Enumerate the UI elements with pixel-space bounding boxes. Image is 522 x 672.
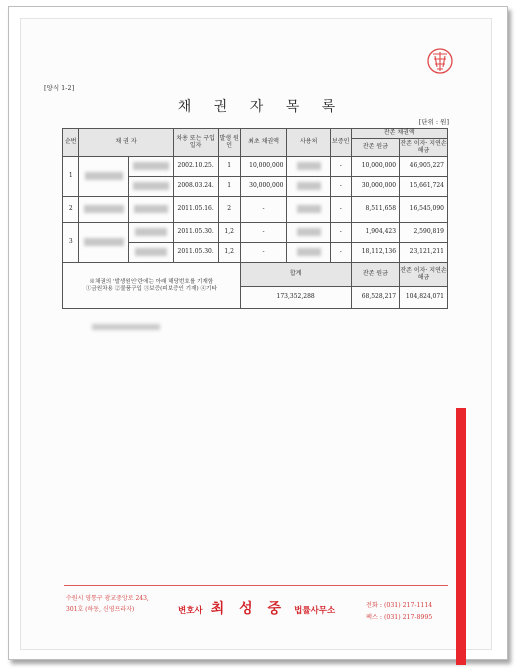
redacted-creditor-name	[79, 223, 128, 263]
row-amount: -	[240, 243, 287, 263]
row-date: 2008.03.24.	[173, 177, 218, 197]
note-line-1: ※채권의 '발생원인'란에는 아래 해당번호를 기재함	[89, 279, 214, 286]
row-cause: 2	[218, 197, 240, 223]
total-principal-value: 68,528,217	[351, 287, 399, 309]
phone-number: 전화 : (031) 217-1114	[366, 602, 433, 609]
row-amount: 30,000,000	[240, 177, 287, 197]
row-principal: 30,000,000	[351, 177, 399, 197]
row-guarantor: -	[330, 177, 351, 197]
total-label: 합계	[240, 263, 351, 287]
row-interest: 2,590,819	[400, 223, 448, 243]
page-title: 채 권 자 목 록	[177, 99, 345, 115]
row-principal: 18,112,136	[351, 243, 399, 263]
footer-address	[66, 594, 149, 616]
row-amount: -	[240, 223, 287, 243]
law-office-name	[178, 598, 335, 618]
row-amount: 10,000,000	[240, 157, 287, 177]
header-seq: 순번	[63, 129, 79, 157]
row-cause: 1,2	[218, 243, 240, 263]
row-guarantor: -	[330, 197, 351, 223]
total-principal-label: 잔존 원금	[351, 263, 399, 287]
header-creditor: 채 권 자	[79, 129, 173, 157]
official-seal	[425, 44, 455, 78]
footer-contact	[366, 600, 432, 624]
row-seq: 2	[63, 197, 79, 223]
table-row	[63, 223, 448, 243]
row-guarantor: -	[330, 223, 351, 243]
redacted-creditor-detail	[128, 197, 173, 223]
address-line-1: 수원시 영통구 광교중앙로 243,	[66, 595, 149, 602]
row-date: 2011.05.30.	[173, 243, 218, 263]
address-line-2: 301호 (하동, 신영프라자)	[66, 605, 135, 613]
redacted-creditor-detail	[128, 243, 173, 263]
row-interest: 15,661,724	[400, 177, 448, 197]
name-suffix: 법률사무소	[294, 606, 336, 616]
notes-cell	[63, 263, 241, 309]
row-guarantor: -	[330, 243, 351, 263]
row-guarantor: -	[330, 157, 351, 177]
header-principal: 잔존 원금	[351, 139, 399, 157]
header-initial-amount: 최초 채권액	[240, 129, 287, 157]
header-cause: 발생 원인	[218, 129, 240, 157]
row-seq: 1	[63, 157, 79, 197]
row-principal: 1,904,423	[351, 223, 399, 243]
row-seq: 3	[63, 223, 79, 263]
row-principal: 10,000,000	[351, 157, 399, 177]
unit-label: [단위 : 원]	[418, 118, 449, 126]
header-usage: 사용처	[287, 129, 330, 157]
row-date: 2011.05.30.	[173, 223, 218, 243]
total-value: 173,352,288	[240, 287, 351, 309]
form-number: [양식 1-2]	[44, 84, 75, 92]
redacted-signature-line	[92, 324, 160, 330]
row-date: 2002.10.25.	[173, 157, 218, 177]
redacted-creditor-detail	[128, 157, 173, 177]
row-amount: -	[240, 197, 287, 223]
footer-divider	[64, 585, 448, 586]
table-row	[63, 197, 448, 223]
redacted-usage	[287, 157, 330, 177]
row-date: 2011.05.16.	[173, 197, 218, 223]
row-cause: 1	[218, 177, 240, 197]
redacted-usage	[287, 243, 330, 263]
redacted-usage	[287, 177, 330, 197]
red-margin-bar	[456, 408, 466, 665]
row-cause: 1,2	[218, 223, 240, 243]
creditor-table	[62, 128, 448, 309]
total-interest-value: 104,824,071	[400, 287, 448, 309]
header-interest: 잔존 이자· 지연손해금	[400, 139, 448, 157]
row-cause: 1	[218, 157, 240, 177]
redacted-creditor-name	[79, 157, 128, 197]
header-guarantor: 보증인	[330, 129, 351, 157]
redacted-usage	[287, 197, 330, 223]
row-interest: 46,905,227	[400, 157, 448, 177]
total-interest-label: 잔존 이자· 지연손해금	[400, 263, 448, 287]
header-borrow-date: 차용 또는 구입일자	[173, 129, 218, 157]
row-principal: 8,511,658	[351, 197, 399, 223]
fax-number: 팩스 : (031) 217-8995	[366, 613, 433, 621]
redacted-creditor-detail	[128, 223, 173, 243]
table-row	[63, 157, 448, 177]
row-interest: 16,545,090	[400, 197, 448, 223]
lawyer-name: 최 성 중	[210, 601, 287, 617]
header-remaining: 잔존 채권액	[351, 129, 447, 139]
name-prefix: 변호사	[178, 606, 203, 616]
redacted-creditor-name	[79, 197, 128, 223]
redacted-creditor-detail	[128, 177, 173, 197]
note-line-2: ①금원차용 ②물품구입 ③보증(피보증인 기재) ④기타	[85, 285, 217, 292]
redacted-usage	[287, 223, 330, 243]
row-interest: 23,121,211	[400, 243, 448, 263]
